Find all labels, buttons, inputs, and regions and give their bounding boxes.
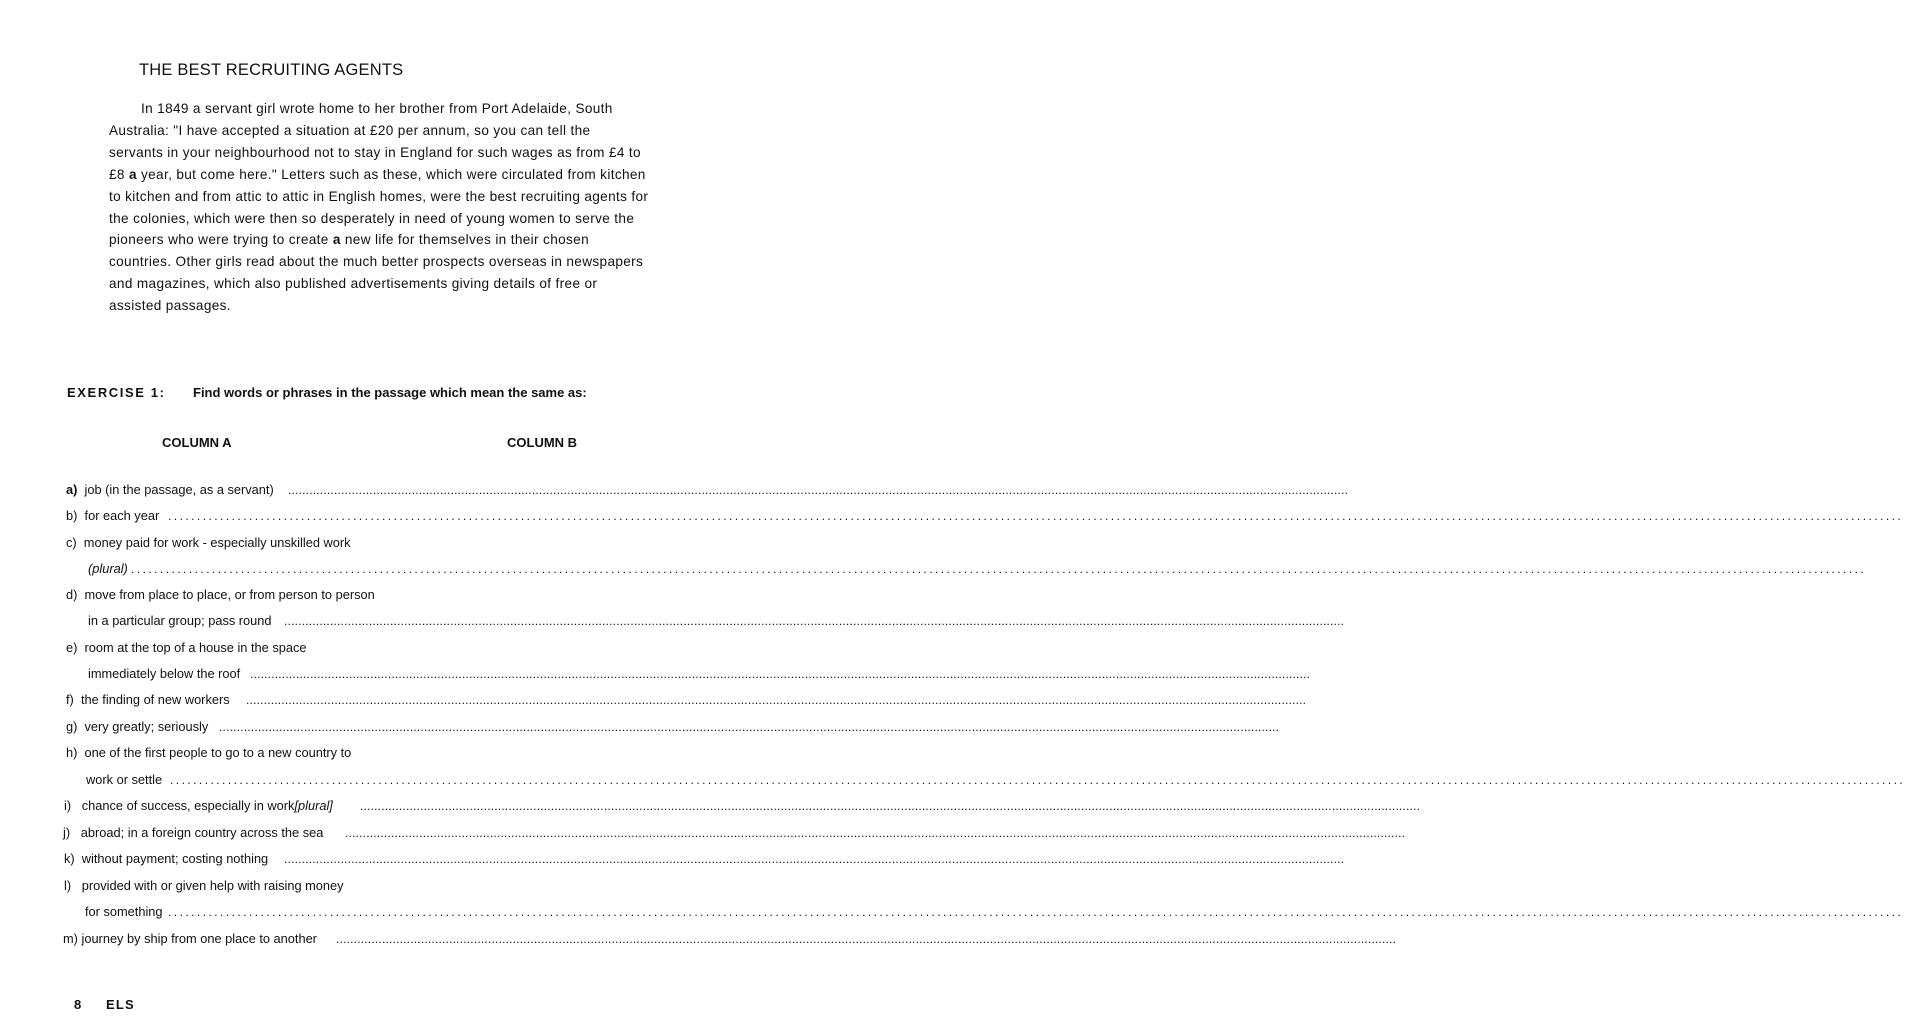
exercise-item-i — [0, 798, 1421, 818]
answer-line[interactable]: ............................................................................................................................................................................................................................................................................................................ — [168, 509, 1904, 523]
answer-line[interactable]: ............................................................................................................................................................................................................................................................................................................ — [284, 614, 1345, 628]
passage-line: to kitchen and from attic to attic in English homes, were the best recruiting agents for — [109, 188, 649, 204]
exercise-item-f — [0, 692, 1307, 712]
answer-line[interactable]: ............................................................................................................................................................................................................................................................................................................ — [360, 799, 1421, 813]
exercise-item-l-cont — [0, 904, 1904, 924]
exercise-item-d — [0, 587, 768, 607]
item-text: without payment; costing nothing — [81, 851, 269, 866]
exercise-item-m — [0, 931, 1397, 951]
exercise-item-h — [0, 745, 768, 765]
item-text: journey by ship from one place to another — [81, 931, 317, 946]
reading-passage — [109, 98, 679, 317]
item-text: work or settle — [86, 772, 163, 787]
exercise-item-k — [0, 851, 1345, 871]
exercise-heading — [67, 385, 587, 400]
page-number: 8 — [74, 997, 82, 1012]
passage-line: assisted passages. — [109, 298, 231, 314]
item-letter: i) — [64, 798, 72, 813]
exercise-item-b — [0, 508, 1904, 528]
item-letter: b) — [66, 508, 78, 523]
item-text: (plural) — [88, 561, 128, 576]
exercise-label: EXERCISE 1: — [67, 385, 166, 400]
item-text: one of the first people to go to a new country to — [84, 745, 352, 760]
answer-line[interactable]: ............................................................................................................................................................................................................................................................................................................ — [131, 562, 1867, 576]
answer-line[interactable]: ............................................................................................................................................................................................................................................................................................................ — [168, 905, 1904, 919]
item-text: job (in the passage, as a servant) — [84, 482, 274, 497]
item-text: money paid for work - especially unskilled work — [83, 535, 351, 550]
page-title: THE BEST RECRUITING AGENTS — [139, 61, 404, 79]
item-text: for each year — [84, 508, 160, 523]
answer-line[interactable]: ............................................................................................................................................................................................................................................................................................................ — [336, 932, 1397, 946]
item-letter: e) — [66, 640, 78, 655]
item-text: abroad; in a foreign country across the sea — [80, 825, 324, 840]
exercise-item-h-cont — [0, 772, 1905, 792]
passage-line: servants in your neighbourhood not to stay in England for such wages as from £4 to — [109, 144, 641, 160]
passage-line: countries. Other girls read about the much better prospects overseas in newspapers — [109, 254, 644, 270]
item-text: very greatly; seriously — [84, 719, 209, 734]
item-note: [plural] — [294, 798, 333, 813]
answer-line[interactable]: ............................................................................................................................................................................................................................................................................................................ — [219, 720, 1280, 734]
exercise-item-c — [0, 535, 768, 555]
answer-line[interactable]: ............................................................................................................................................................................................................................................................................................................ — [288, 483, 1349, 497]
answer-line[interactable]: ............................................................................................................................................................................................................................................................................................................ — [246, 693, 1307, 707]
item-letter: g) — [66, 719, 78, 734]
passage-line: £8 a year, but come here." Letters such as these, which were circulated from kitchen — [109, 166, 646, 182]
item-text: immediately below the roof — [88, 666, 241, 681]
answer-line[interactable]: ............................................................................................................................................................................................................................................................................................................ — [250, 667, 1311, 681]
exercise-item-a — [0, 482, 1349, 502]
exercise-item-l — [0, 878, 768, 898]
item-letter: k) — [64, 851, 75, 866]
exercise-item-e — [0, 640, 768, 660]
series-label: ELS — [106, 997, 135, 1012]
exercise-item-g — [0, 719, 1280, 739]
exercise-item-c-cont — [0, 561, 1867, 581]
item-text: for something — [85, 904, 163, 919]
item-letter: h) — [66, 745, 78, 760]
page-footer — [74, 997, 135, 1012]
exercise-item-j — [0, 825, 1406, 845]
passage-line: pioneers who were trying to create a new life for themselves in their chosen — [109, 232, 589, 248]
answer-line[interactable]: ............................................................................................................................................................................................................................................................................................................ — [345, 826, 1406, 840]
item-letter: m) — [63, 931, 78, 946]
passage-line: and magazines, which also published advertisements giving details of free or — [109, 276, 598, 292]
answer-line[interactable]: ............................................................................................................................................................................................................................................................................................................ — [170, 773, 1905, 787]
item-text: room at the top of a house in the space — [84, 640, 307, 655]
item-text: the finding of new workers — [80, 692, 230, 707]
passage-line: the colonies, which were then so desperately in need of young women to serve the — [109, 210, 635, 226]
item-letter: l) — [64, 878, 72, 893]
item-letter: j) — [63, 825, 71, 840]
item-text: in a particular group; pass round — [88, 613, 272, 628]
item-letter: c) — [66, 535, 77, 550]
item-text: provided with or given help with raising money — [81, 878, 344, 893]
exercise-item-d-cont — [0, 613, 1345, 633]
item-letter: f) — [66, 692, 74, 707]
exercise-item-e-cont — [0, 666, 1311, 686]
item-letter: a) — [66, 482, 78, 497]
exercise-instruction: Find words or phrases in the passage which mean the same as: — [193, 385, 587, 400]
item-text: move from place to place, or from person to person — [84, 587, 375, 602]
item-letter: d) — [66, 587, 78, 602]
item-text: chance of success, especially in work — [81, 798, 295, 813]
column-b-heading: COLUMN B — [507, 435, 578, 450]
passage-line: In 1849 a servant girl wrote home to her brother from Port Adelaide, South — [141, 101, 613, 116]
column-a-heading: COLUMN A — [162, 435, 232, 450]
passage-line: Australia: "I have accepted a situation at £20 per annum, so you can tell the — [109, 122, 591, 138]
answer-line[interactable]: ............................................................................................................................................................................................................................................................................................................ — [284, 852, 1345, 866]
